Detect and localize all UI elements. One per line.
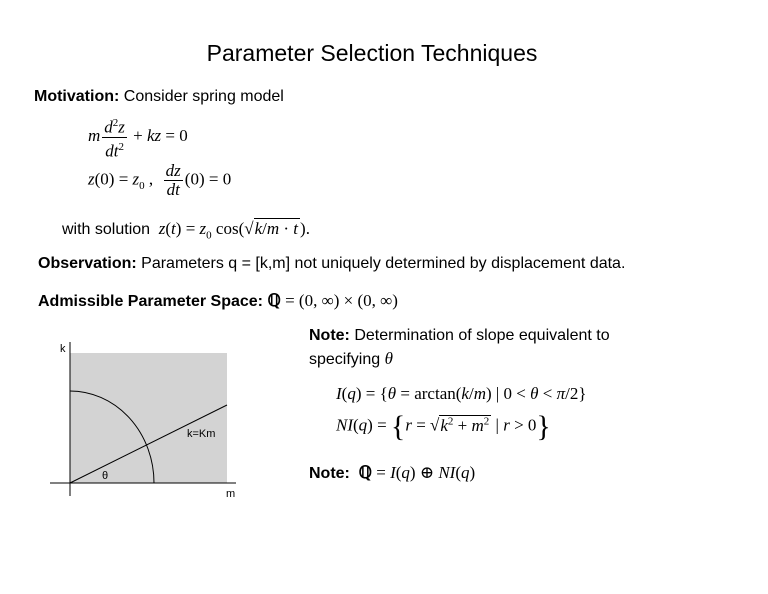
note1-text2: specifying <box>309 351 381 368</box>
note2-line <box>309 463 475 483</box>
solution-line <box>62 219 310 241</box>
k-axis-label: k <box>60 343 66 355</box>
theta-symbol: θ <box>384 349 393 368</box>
note1-line2 <box>309 349 393 369</box>
solution-text: with solution <box>62 221 151 238</box>
note2-formula: ℚ = I(q) ⊕ NI(q) <box>358 463 476 482</box>
observation-label: Observation: <box>38 255 137 272</box>
slide-title: Parameter Selection Techniques <box>206 40 538 66</box>
solution-formula: $z(t) = z_0$ cos(√k/m · t ). <box>158 219 310 242</box>
motivation-line <box>34 88 284 106</box>
note1-line1 <box>309 327 610 345</box>
admissible-formula: ℚ = (0, ∞) × (0, ∞) <box>267 291 398 310</box>
iq-formula: I(q) = {θ = arctan(k/m) | 0 < θ < π/2} <box>336 384 587 403</box>
parameter-space-diagram <box>44 336 254 506</box>
observation-line <box>38 255 625 273</box>
admissible-region <box>70 353 227 483</box>
admissible-line <box>38 291 398 311</box>
m-axis-label: m <box>226 488 236 500</box>
observation-text: Parameters q = [k,m] not uniquely determined by displacement data. <box>141 255 626 272</box>
angle-label: θ <box>102 470 109 482</box>
note1-label: Note: <box>309 327 350 344</box>
note2-label: Note: <box>309 465 350 482</box>
initial-conditions: $z(0) = z_0$ , $\frac{dz}{dt}$ (0) = 0 <box>88 161 232 199</box>
niq-formula: $NI(q) = \{r = √k^2 + m^2$ | r > 0} <box>336 409 551 443</box>
motivation-label: Motivation: <box>34 88 120 105</box>
note1-text1: Determination of slope equivalent to <box>354 327 610 344</box>
spring-equation: m $\frac{d^2z}{dt^2}$ + kz = 0 <box>88 114 188 160</box>
motivation-text: Consider spring model <box>123 88 284 105</box>
admissible-label: Admissible Parameter Space: <box>38 293 263 310</box>
line-label: k=Km <box>187 428 216 440</box>
